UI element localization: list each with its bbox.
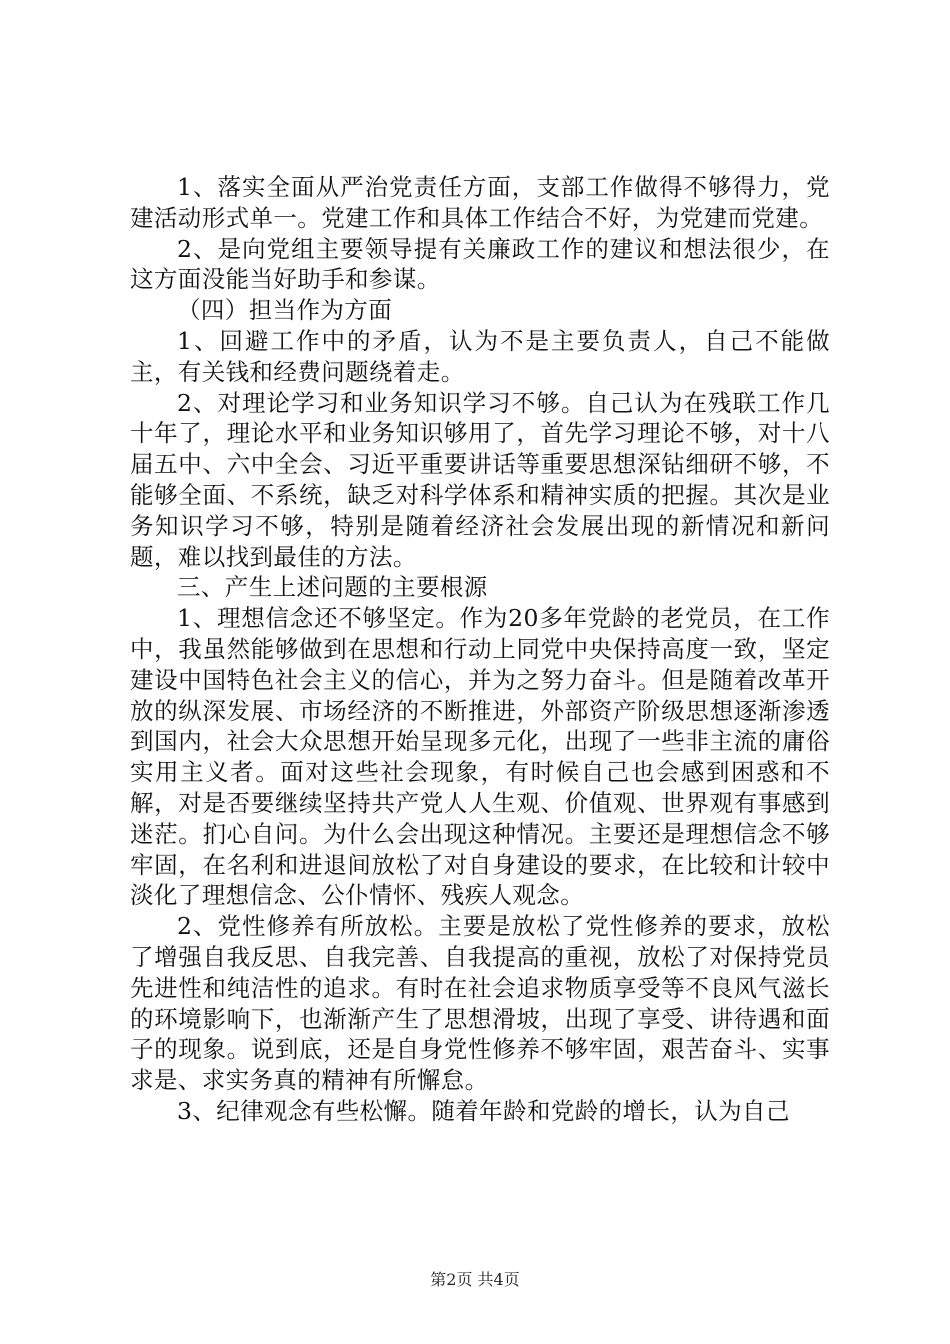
section-heading-root-causes: 三、产生上述问题的主要根源 bbox=[177, 573, 488, 602]
paragraph-ideals-beliefs: 1、理想信念还不够坚定。作为20多年党龄的老党员，在工作中，我虽然能够做到在思想和行动上同党中央保持高度一致，坚定建设中国特色社会主义的信心，并为之努力奋斗。但是随着改革开放的纵深发展、市场经济的不断推进，外部资产阶级思想逐渐渗透到国内，社会大众思想开始呈现多元化，出现了一些非主流的庸俗实用主义者。面对这些社会现象，有时候自己也会感到困惑和不解，对是否要继续坚持共产党人人生观、价值观、世界观有事感到迷茫。扪心自问。为什么会出现这种情况。主要还是理想信念不够牢固，在名利和进退间放松了对自身建设的要求，在比较和计较中淡化了理想信念、公仆情怀、残疾人观念。 bbox=[130, 604, 830, 910]
paragraph-party-spirit: 2、党性修养有所放松。主要是放松了党性修养的要求，放松了增强自我反思、自我完善、自我提高的重视，放松了对保持党员先进性和纯洁性的追求。有时在社会追求物质享受等不良风气滋长的环境影响下，也渐渐产生了思想滑坡，出现了享受、讲待遇和面子的现象。说到底，还是自身党性修养不够牢固，艰苦奋斗、实事求是、求实务真的精神有所懈怠。 bbox=[130, 912, 830, 1095]
paragraph-discipline: 3、纪律观念有些松懈。随着年龄和党龄的增长，认为自己 bbox=[177, 1096, 790, 1125]
paragraph-avoiding-conflicts: 1、回避工作中的矛盾，认为不是主要负责人，自己不能做主，有关钱和经费问题绕着走。 bbox=[130, 326, 830, 386]
section-heading-responsibility: （四）担当作为方面 bbox=[177, 296, 393, 325]
paragraph-party-responsibility: 1、落实全面从严治党责任方面，支部工作做得不够得力，党建活动形式单一。党建工作和具体工作结合不好，为党建而党建。 bbox=[130, 173, 830, 232]
document-body bbox=[130, 172, 830, 1127]
paragraph-insufficient-study: 2、对理论学习和业务知识学习不够。自己认为在残联工作几十年了，理论水平和业务知识够用了，首先学习理论不够，对十八届五中、六中全会、习近平重要讲话等重要思想深钻细研不够，不能够全面、不系统，缺乏对科学体系和精神实质的把握。其次是业务知识学习不够，特别是随着经济社会发展出现的新情况和新问题，难以找到最佳的方法。 bbox=[130, 388, 830, 571]
page-number-footer: 第2页 共4页 bbox=[430, 1270, 520, 1289]
paragraph-integrity-suggestions: 2、是向党组主要领导提有关廉政工作的建议和想法很少，在这方面没能当好助手和参谋。 bbox=[130, 234, 830, 294]
